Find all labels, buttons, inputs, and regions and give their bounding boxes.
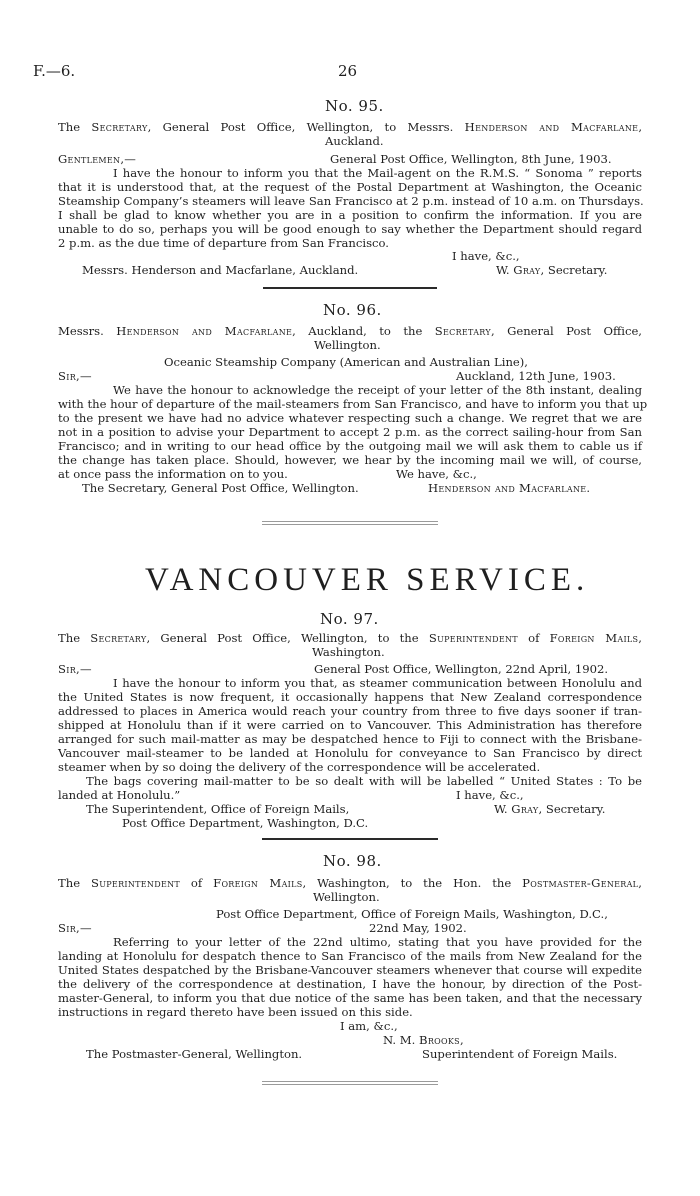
letter-95-body-line: 2 p.m. as the due time of departure from San Francisco. (58, 236, 389, 250)
separator-rule (262, 838, 438, 840)
section-title: VANCOUVER SERVICE. (145, 562, 590, 598)
letter-98-body-line: master-General, to inform you that due notice of the same has been taken, and that the necessary (58, 991, 642, 1005)
letter-95-signature: W. Gray, Secretary. (496, 263, 608, 277)
letter-97-body-line: shipped at Honolulu than if it were carried on to Vancouver. This Administration has therefore (58, 718, 642, 732)
letter-96-body-line: at once pass the information on to you. (58, 467, 288, 481)
letter-98-body-line: the delivery of the correspondence at destination, I have the honour, by direction of the Post- (58, 977, 642, 991)
letter-97-addressee: The Superintendent, Office of Foreign Mails, (86, 802, 350, 816)
letter-97-body-line: addressed to places in America would reach your country from three to five days sooner if tran- (58, 704, 642, 718)
letter-95-number: No. 95. (325, 97, 384, 115)
letter-97-addressee-line2: Post Office Department, Washington, D.C. (122, 816, 369, 830)
letter-97-dateline: General Post Office, Wellington, 22nd April, 1902. (314, 662, 609, 676)
letter-97-salutation: Sir,— (58, 662, 92, 676)
letter-97-body-line: The bags covering mail-matter to be so dealt with will be labelled “ United States : To be (86, 774, 642, 788)
letter-97-body-line: arranged for such mail-matter as may be despatched hence to Fiji to connect with the Brisbane- (58, 732, 642, 746)
letter-96-signature: Henderson and Macfarlane. (428, 481, 591, 495)
letter-95-body-line: that it is understood that, at the request of the Postal Department at Washington, the Oceanic (58, 180, 642, 194)
page-number: 26 (338, 62, 358, 80)
letter-97-heading-place: Washington. (312, 645, 385, 659)
letter-96-number: No. 96. (323, 301, 382, 319)
letter-97-body-line: the United States is now frequent, it occasionally happens that New Zealand correspondence (58, 690, 642, 704)
letter-97-heading: The Secretary, General Post Office, Wellington, to the Superintendent of Foreign Mails, (58, 631, 642, 645)
letter-96-body-line: Francisco; and in writing to our head office by the outgoing mail we will ask them to cable us if (58, 439, 642, 453)
letter-95-heading-place: Auckland. (325, 134, 384, 148)
separator-rule (262, 1081, 438, 1082)
separator-rule (262, 1084, 438, 1085)
letter-95-body-line: unable to do so, perhaps you will be good enough to say whether the Department should regard (58, 222, 642, 236)
letter-95-body-line: Steamship Company’s steamers will leave San Francisco at 2 p.m. instead of 10 a.m. on Thursdays. (58, 194, 644, 208)
letter-98-heading-place: Wellington. (313, 890, 380, 904)
letter-98-heading: The Superintendent of Foreign Mails, Washington, to the Hon. the Postmaster-General, (58, 876, 642, 890)
letter-96-addressee: The Secretary, General Post Office, Wellington. (82, 481, 359, 495)
letter-95-dateline: General Post Office, Wellington, 8th June, 1903. (330, 152, 612, 166)
letter-97-body-line: I have the honour to inform you that, as steamer communication between Honolulu and (113, 676, 642, 690)
letter-96-heading-place: Wellington. (314, 338, 381, 352)
letter-98-signature: N. M. Brooks, (383, 1033, 464, 1047)
letter-95-addressee: Messrs. Henderson and Macfarlane, Auckland. (82, 263, 359, 277)
letter-98-organization: Post Office Department, Office of Foreign Mails, Washington, D.C., (216, 907, 608, 921)
letter-98-signature-title: Superintendent of Foreign Mails. (422, 1047, 618, 1061)
letter-95-body-line: I have the honour to inform you that the Mail-agent on the R.M.S. “ Sonoma ” reports (113, 166, 642, 180)
letter-98-body-line: instructions in regard thereto have been issued on this side. (58, 1005, 413, 1019)
letter-95-body-line: I shall be glad to know whether you are in a position to confirm the information. If you are (58, 208, 642, 222)
letter-98-body-line: landing at Honolulu for despatch thence to San Francisco of the mails from New Zealand for the (58, 949, 642, 963)
separator-rule (262, 524, 438, 525)
letter-97-body-line: Vancouver mail-steamer to be landed at Honolulu for conveyance to San Francisco by direct (58, 746, 642, 760)
letter-98-addressee: The Postmaster-General, Wellington. (86, 1047, 303, 1061)
letter-95-salutation: Gentlemen,— (58, 152, 137, 166)
letter-98-body-line: United States despatched by the Brisbane-Vancouver steamers whenever that course will expedite (58, 963, 642, 977)
letter-97-number: No. 97. (320, 610, 379, 628)
letter-95-closing: I have, &c., (452, 249, 520, 263)
letter-98-closing: I am, &c., (340, 1019, 398, 1033)
letter-98-body-line: Referring to your letter of the 22nd ultimo, stating that you have provided for the (113, 935, 642, 949)
letter-96-closing: We have, &c., (396, 467, 477, 481)
letter-96-body-line: with the hour of departure of the mail-steamers from San Francisco, and have to inform you that up (58, 397, 648, 411)
letter-97-signature: W. Gray, Secretary. (494, 802, 606, 816)
separator-rule (263, 287, 437, 289)
letter-98-number: No. 98. (323, 852, 382, 870)
letter-96-body-line: not in a position to advise your Department to accept 2 p.m. as the correct sailing-hour from San (58, 425, 642, 439)
letter-97-body-line: landed at Honolulu.” (58, 788, 181, 802)
letter-95-heading: The Secretary, General Post Office, Wellington, to Messrs. Henderson and Macfarlane, (58, 120, 643, 134)
letter-98-salutation: Sir,— (58, 921, 92, 935)
letter-96-body-line: the change has taken place. Should, however, we hear by the incoming mail we will, of course, (58, 453, 642, 467)
separator-rule (262, 521, 438, 522)
letter-96-body-line: We have the honour to acknowledge the receipt of your letter of the 8th instant, dealing (113, 383, 642, 397)
page-reference: F.—6. (33, 62, 76, 80)
letter-97-closing: I have, &c., (456, 788, 524, 802)
letter-97-body-line: steamer when by so doing the delivery of the correspondence will be accelerated. (58, 760, 541, 774)
letter-96-dateline: Auckland, 12th June, 1903. (456, 369, 616, 383)
letter-96-heading: Messrs. Henderson and Macfarlane, Auckland, to the Secretary, General Post Office, (58, 324, 642, 338)
letter-98-dateline: 22nd May, 1902. (369, 921, 467, 935)
letter-96-organization: Oceanic Steamship Company (American and Australian Line), (164, 355, 528, 369)
letter-96-body-line: to the present we have had no advice whatever respecting such a change. We regret that we are (58, 411, 642, 425)
letter-96-salutation: Sir,— (58, 369, 92, 383)
